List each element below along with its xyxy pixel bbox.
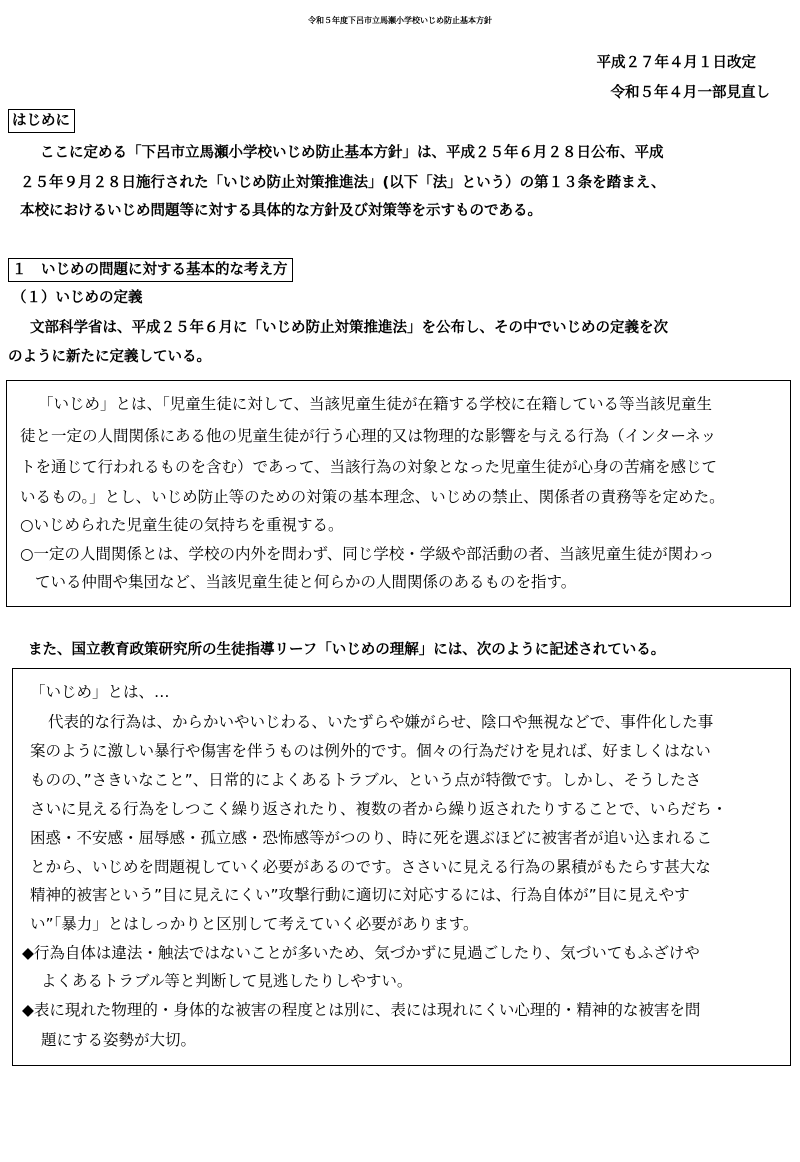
intro-line-2: ２５年９月２８日施行された「いじめ防止対策推進法」(以下「法」という）の第１３条を踏まえ、 [20, 175, 666, 191]
understanding-line: さいに見える行為をしつこく繰り返されたり、複数の者から繰り返されたりすることで、いらだち・ [30, 800, 728, 818]
section-1-line-1: 文部科学省は、平成２５年６月に「いじめ防止対策推進法」を公布し、その中でいじめの定義を次 [30, 320, 668, 336]
definition-bullet: ○いじめられた児童生徒の気持ちを重視する。 [20, 516, 344, 534]
definition-line: トを通じて行われるものを含む）であって、当該行為の対象となった児童生徒が心身の苦痛を感じて [20, 458, 718, 476]
understanding-line: 代表的な行為は、からかいやいじわる、いたずらや嫌がらせ、陰口や無視などで、事件化した事 [48, 713, 714, 731]
definition-line: 徒と一定の人間関係にある他の児童生徒が行う心理的又は物理的な影響を与える行為（インターネッ [20, 427, 717, 445]
revision-date: 平成２７年４月１日改定 [596, 55, 756, 71]
section-1-heading: １ いじめの問題に対する基本的な考え方 [8, 258, 293, 282]
intro-line-1: ここに定める「下呂市立馬瀬小学校いじめ防止基本方針」は、平成２５年６月２８日公布、平成 [40, 145, 664, 161]
understanding-line: 困惑・不安感・屈辱感・孤立感・恐怖感等がつのり、時に死を選ぶほどに被害者が追い込まれるこ [30, 829, 713, 847]
definition-line: 「いじめ」とは、「児童生徒に対して、当該児童生徒が在籍する学校に在籍している等当該児童生 [38, 395, 712, 413]
understanding-bullet: ◆行為自体は違法・触法ではないことが多いため、気づかずに見過ごしたり、気づいてもふざけや [22, 944, 700, 962]
section-1-subheading: （１）いじめの定義 [12, 290, 143, 306]
understanding-bullet: 題にする姿勢が大切。 [41, 1031, 197, 1049]
understanding-line: い”「暴力」とはしっかりと区別して考えていく必要があります。 [30, 915, 479, 933]
understanding-line: とから、いじめを問題視していく必要があるのです。ささいに見える行為の累積がもたらす甚大な [30, 858, 711, 876]
understanding-line: 案のように激しい暴行や傷害を伴うものは例外的です。個々の行為だけを見れば、好ましくはない [30, 742, 711, 760]
section-1-line-2: のように新たに定義している。 [8, 349, 211, 365]
understanding-line: ものの、”さきいなこと”、日常的によくあるトラブル、という点が特徴です。しかし、そうしたさ [30, 771, 702, 789]
review-date: 令和５年４月一部見直し [610, 85, 770, 101]
definition-line: いるもの。」とし、いじめ防止等のための対策の基本理念、いじめの禁止、関係者の責務等を定めた。 [20, 488, 725, 506]
understanding-bullet: ◆表に現れた物理的・身体的な被害の程度とは別に、表には現れにくい心理的・精神的な被害を問 [22, 1001, 701, 1019]
understanding-box [12, 668, 791, 1066]
reference-intro-line: また、国立教育政策研究所の生徒指導リーフ「いじめの理解」には、次のように記述されている。 [28, 642, 666, 658]
definition-bullet: ○一定の人間関係とは、学校の内外を問わず、同じ学校・学級や部活動の者、当該児童生徒が関わっ [20, 545, 715, 563]
intro-line-3: 本校におけるいじめ問題等に対する具体的な方針及び対策等を示すものである。 [20, 203, 542, 219]
understanding-bullet: よくあるトラブル等と判断して見逃したりしやすい。 [41, 972, 413, 990]
intro-heading: はじめに [8, 109, 75, 133]
definition-box [6, 380, 791, 607]
definition-bullet: ている仲間や集団など、当該児童生徒と何らかの人間関係のあるものを指す。 [35, 573, 577, 591]
document-title: 令和５年度下呂市立馬瀬小学校いじめ防止基本方針 [308, 16, 492, 25]
understanding-line: 精神的被害という”目に見えにくい”攻撃行動に適切に対応するには、行為自体が”目に見えやす [30, 886, 690, 904]
understanding-line: 「いじめ」とは、… [30, 683, 170, 701]
